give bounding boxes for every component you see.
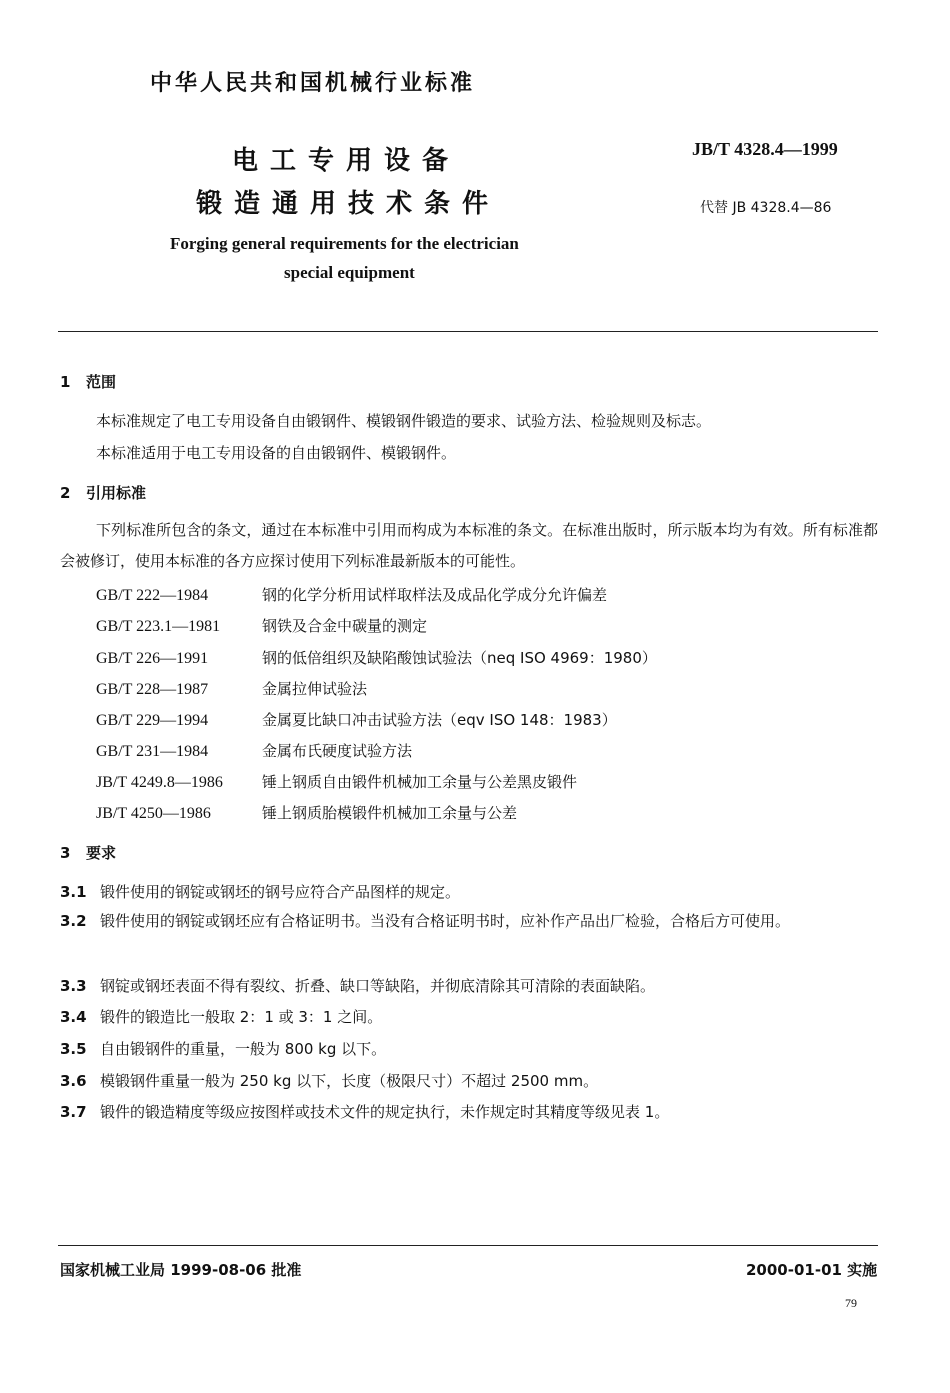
reference-title: 金属布氏硬度试验方法	[262, 742, 413, 760]
chinese-title-line-2: 锻造通用技术条件	[196, 189, 501, 219]
clause-text: 模锻钢件重量一般为 250 kg 以下，长度（极限尺寸）不超过 2500 mm。	[100, 1072, 599, 1090]
reference-row	[96, 709, 617, 730]
english-title-line-1: Forging general requirements for the electrician	[170, 234, 519, 253]
clause-number: 3.3	[60, 977, 87, 995]
reference-code: GB/T 226—1991	[96, 650, 209, 667]
reference-code: JB/T 4249.8—1986	[96, 774, 223, 791]
effective-date-statement: 2000-01-01 实施	[746, 1261, 878, 1279]
section-3-heading	[60, 842, 116, 863]
approval-statement: 国家机械工业局 1999-08-06 批准	[60, 1261, 302, 1279]
clause-text: 钢锭或钢坯表面不得有裂纹、折叠、缺口等缺陷，并彻底清除其可清除的表面缺陷。	[100, 977, 656, 995]
clause-text: 自由锻钢件的重量，一般为 800 kg 以下。	[100, 1040, 387, 1058]
reference-code: GB/T 223.1—1981	[96, 618, 221, 635]
clause-text: 锻件使用的钢锭或钢坯的钢号应符合产品图样的规定。	[100, 883, 461, 901]
page-number: 79	[845, 1296, 857, 1310]
section-1-paragraph-1: 本标准规定了电工专用设备自由锻钢件、模锻钢件锻造的要求、试验方法、检验规则及标志。	[96, 412, 712, 430]
requirement-3-2	[60, 906, 878, 937]
section-title: 要求	[86, 844, 117, 862]
section-1-paragraph-2: 本标准适用于电工专用设备的自由锻钢件、模锻钢件。	[96, 444, 457, 462]
issuing-organization-title: 中华人民共和国机械行业标准	[150, 71, 476, 96]
reference-title: 锤上钢质胎模锻件机械加工余量与公差	[262, 804, 518, 822]
reference-title: 钢的低倍组织及缺陷酸蚀试验法（neq ISO 4969：1980）	[262, 649, 657, 667]
chinese-title-line-1: 电工专用设备	[232, 146, 461, 176]
reference-code: GB/T 229—1994	[96, 712, 209, 729]
requirement-3-4	[60, 1006, 382, 1027]
reference-row	[96, 615, 427, 636]
reference-row	[96, 584, 607, 605]
section-1-heading	[60, 371, 116, 392]
requirement-3-1	[60, 881, 460, 902]
reference-row	[96, 678, 367, 699]
reference-title: 钢的化学分析用试样取样法及成品化学成分允许偏差	[262, 586, 608, 604]
clause-text: 锻件的锻造精度等级应按图样或技术文件的规定执行，未作规定时其精度等级见表 1。	[100, 1103, 670, 1121]
reference-title: 金属拉伸试验法	[262, 680, 368, 698]
reference-row	[96, 647, 657, 668]
requirement-3-7	[60, 1101, 669, 1122]
clause-number: 3.7	[60, 1103, 87, 1121]
reference-code: JB/T 4250—1986	[96, 805, 211, 822]
clause-number: 3.1	[60, 883, 87, 901]
reference-title: 金属夏比缺口冲击试验方法（eqv ISO 148：1983）	[262, 711, 617, 729]
clause-text: 锻件使用的钢锭或钢坯应有合格证明书。当没有合格证明书时，应补作产品出厂检验，合格后方可使用。	[100, 912, 791, 930]
reference-row	[96, 802, 517, 823]
clause-number: 3.2	[60, 912, 87, 930]
section-title: 引用标准	[86, 484, 147, 502]
requirement-3-6	[60, 1070, 598, 1091]
replaces-standard: 代替 JB 4328.4—86	[700, 200, 832, 216]
clause-number: 3.6	[60, 1072, 87, 1090]
clause-number: 3.5	[60, 1040, 87, 1058]
reference-code: GB/T 222—1984	[96, 587, 209, 604]
section-number: 1	[60, 373, 71, 391]
clause-number: 3.4	[60, 1008, 87, 1026]
section-2-intro: 下列标准所包含的条文，通过在本标准中引用而构成为本标准的条文。在标准出版时，所示版本均为有效。所有标准都会被修订，使用本标准的各方应探讨使用下列标准最新版本的可能性。	[60, 521, 878, 570]
header-divider	[58, 331, 878, 332]
reference-row	[96, 771, 577, 792]
section-number: 3	[60, 844, 71, 862]
clause-text: 锻件的锻造比一般取 2：1 或 3：1 之间。	[100, 1008, 383, 1026]
reference-code: GB/T 231—1984	[96, 743, 209, 760]
english-title-line-2: special equipment	[284, 263, 415, 282]
section-number: 2	[60, 484, 71, 502]
section-title: 范围	[86, 373, 117, 391]
requirement-3-3	[60, 975, 655, 996]
footer-divider	[58, 1245, 878, 1246]
reference-code: GB/T 228—1987	[96, 681, 209, 698]
requirement-3-5	[60, 1038, 386, 1059]
section-2-heading	[60, 482, 146, 503]
reference-row	[96, 740, 412, 761]
reference-title: 锤上钢质自由锻件机械加工余量与公差黑皮锻件	[262, 773, 578, 791]
reference-title: 钢铁及合金中碳量的测定	[262, 617, 428, 635]
standard-number: JB/T 4328.4—1999	[692, 139, 838, 159]
